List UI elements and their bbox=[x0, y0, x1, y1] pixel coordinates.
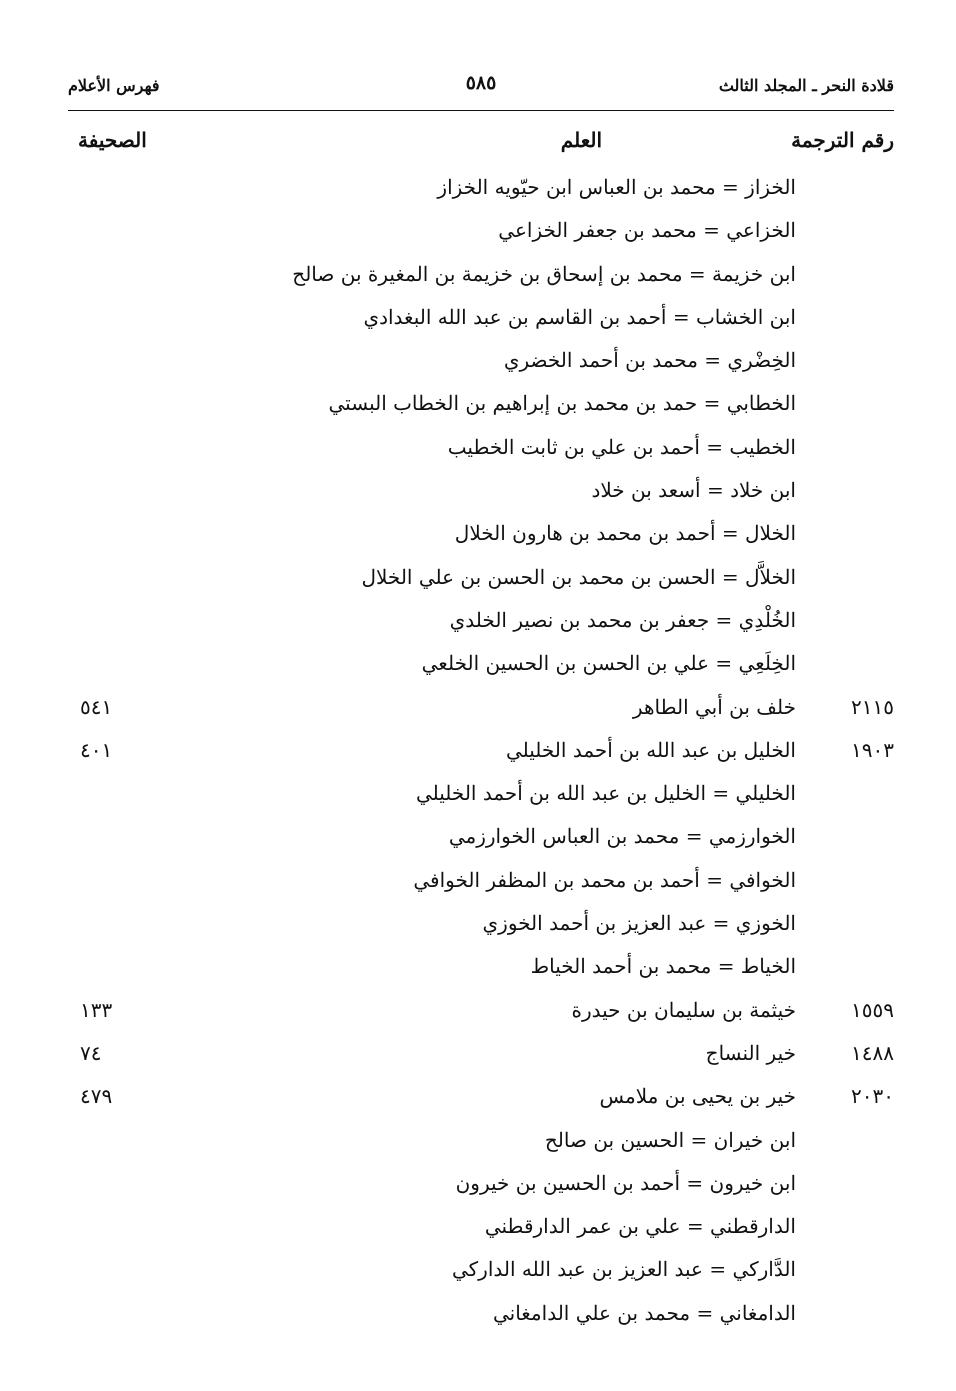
entry-name: خلف بن أبي الطاهر bbox=[632, 694, 796, 719]
index-entry bbox=[68, 945, 894, 988]
section-title: فهرس الأعلام bbox=[68, 76, 160, 95]
index-entry bbox=[68, 253, 894, 296]
index-entry bbox=[68, 1292, 894, 1335]
entry-number: ١٩٠٣ bbox=[851, 737, 894, 762]
entry-name: الخياط = محمد بن أحمد الخياط bbox=[530, 954, 796, 979]
entry-name: الخُلْدِي = جعفر بن محمد بن نصير الخلدي bbox=[449, 607, 796, 632]
entry-name: الخطابي = حمد بن محمد بن إبراهيم بن الخطاب البستي bbox=[328, 391, 796, 416]
entry-name: الدَّاركي = عبد العزيز بن عبد الله الداركي bbox=[451, 1257, 796, 1282]
index-entry bbox=[68, 1162, 894, 1205]
index-entry bbox=[68, 469, 894, 512]
column-headers bbox=[68, 128, 894, 158]
index-entry bbox=[68, 339, 894, 382]
entry-name: الخزاعي = محمد بن جعفر الخزاعي bbox=[498, 218, 796, 243]
index-entry bbox=[68, 296, 894, 339]
index-entry bbox=[68, 686, 894, 729]
entry-name: الخلال = أحمد بن محمد بن هارون الخلال bbox=[454, 521, 796, 546]
index-entry bbox=[68, 209, 894, 252]
entry-name: الخِلَعِي = علي بن الحسن بن الحسين الخلعي bbox=[421, 651, 796, 676]
entry-name: ابن الخشاب = أحمد بن القاسم بن عبد الله البغدادي bbox=[363, 304, 796, 329]
entry-name: الخزاز = محمد بن العباس ابن حيّويه الخزاز bbox=[437, 175, 796, 199]
index-entry bbox=[68, 989, 894, 1032]
entry-page: ٤٧٩ bbox=[80, 1084, 113, 1109]
index-entry bbox=[68, 859, 894, 902]
column-header-page: الصحيفة bbox=[78, 128, 147, 152]
index-entry bbox=[68, 166, 894, 209]
entry-number: ٢٠٣٠ bbox=[851, 1084, 894, 1109]
entry-name: الدارقطني = علي بن عمر الدارقطني bbox=[484, 1214, 796, 1239]
column-header-name: العلم bbox=[560, 128, 602, 152]
entry-name: ابن خيران = الحسين بن صالح bbox=[544, 1127, 796, 1152]
entry-page: ٥٤١ bbox=[80, 694, 113, 719]
index-entry bbox=[68, 729, 894, 772]
book-title: قلادة النحر ـ المجلد الثالث bbox=[718, 76, 894, 95]
entry-name: الخوزي = عبد العزيز بن أحمد الخوزي bbox=[482, 911, 796, 936]
index-entry bbox=[68, 1119, 894, 1162]
entry-name: الخوارزمي = محمد بن العباس الخوارزمي bbox=[448, 824, 796, 849]
index-entry bbox=[68, 642, 894, 685]
column-header-number: رقم الترجمة bbox=[791, 128, 894, 152]
entry-name: الخليلي = الخليل بن عبد الله بن أحمد الخليلي bbox=[415, 781, 796, 806]
entry-name: ابن خلاد = أسعد بن خلاد bbox=[591, 478, 796, 503]
entry-number: ١٤٨٨ bbox=[851, 1040, 894, 1065]
entry-page: ١٣٣ bbox=[80, 997, 113, 1022]
entry-name: الخوافي = أحمد بن محمد بن المظفر الخوافي bbox=[413, 867, 796, 892]
entry-name: ابن خزيمة = محمد بن إسحاق بن خزيمة بن المغيرة بن صالح bbox=[292, 261, 796, 286]
entry-number: ١٥٥٩ bbox=[851, 997, 894, 1022]
entry-number: ٢١١٥ bbox=[851, 694, 894, 719]
index-entry bbox=[68, 902, 894, 945]
entry-name: خيثمة بن سليمان بن حيدرة bbox=[571, 997, 796, 1022]
index-entries bbox=[68, 166, 894, 1335]
index-entry bbox=[68, 599, 894, 642]
index-entry bbox=[68, 512, 894, 555]
index-entry bbox=[68, 1205, 894, 1248]
page-number: ٥٨٥ bbox=[465, 72, 497, 94]
entry-name: الخطيب = أحمد بن علي بن ثابت الخطيب bbox=[447, 434, 796, 459]
index-entry bbox=[68, 1248, 894, 1291]
entry-name: الخليل بن عبد الله بن أحمد الخليلي bbox=[505, 737, 796, 762]
entry-name: خير النساج bbox=[705, 1040, 796, 1065]
running-header bbox=[68, 72, 894, 104]
entry-page: ٤٠١ bbox=[80, 737, 113, 762]
index-entry bbox=[68, 382, 894, 425]
header-rule bbox=[68, 110, 894, 111]
index-entry bbox=[68, 1075, 894, 1118]
index-entry bbox=[68, 815, 894, 858]
entry-name: الخلاَّل = الحسن بن محمد بن الحسن بن علي الخلال bbox=[361, 564, 796, 589]
index-entry bbox=[68, 772, 894, 815]
entry-name: خير بن يحيى بن ملامس bbox=[599, 1084, 796, 1109]
entry-name: الدامغاني = محمد بن علي الدامغاني bbox=[492, 1300, 796, 1325]
index-entry bbox=[68, 426, 894, 469]
entry-name: ابن خيرون = أحمد بن الحسين بن خيرون bbox=[455, 1170, 796, 1195]
entry-name: الخِضْري = محمد بن أحمد الخضري bbox=[503, 348, 796, 373]
index-entry bbox=[68, 1032, 894, 1075]
index-entry bbox=[68, 556, 894, 599]
entry-page: ٧٤ bbox=[80, 1040, 102, 1065]
